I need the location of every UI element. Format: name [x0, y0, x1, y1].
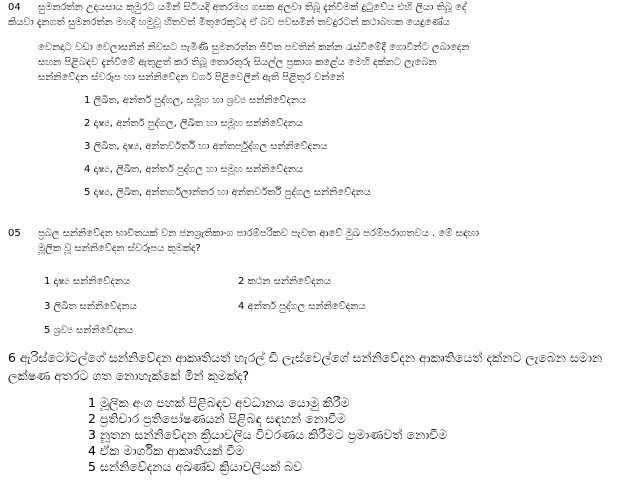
- q6-line-2: ලක්ෂණ අතරට ගත නොහැක්කේ මින් කුමක්ද?: [8, 368, 250, 383]
- q6-option-3: 3 නූතන සන්නිවේදන ක්‍රියාවලිය විවරණය කිරීමට ප්‍රමාණවත් නොවීම: [88, 427, 448, 442]
- q6-option-1: 1 මූලික අංග පහක් පිළිබඳව අවධානය යොමු කිරීම: [88, 395, 350, 410]
- q4-option-4: 4 දෘෂ්‍ය, ලිඛිත, අන්තර් පුද්ගල හා සමූහ සන්නිවේදනය: [84, 164, 304, 175]
- q5-line-1: ප්‍රබල සන්නිවේදන භාවිතයක් වන ජනශ්‍රැතිකාංග පාරම්පරිකව පැවත ආවේ මුඛ පරම්පරාගතවය . මේ සඳහා: [38, 228, 480, 239]
- q4-intro-line-2: කියවා දැනගත් සුමනරත්න මහදී හමුවූ හිතවත් මිතුරෙකුටද ඒ බව පවසමින් තවදුරටත් කථාබහක යෙදුණේය: [8, 17, 450, 28]
- q4-intro-line-1: සුමනරත්න උදයසාය කුමුරට යමින් සිටියදි අතරමඟ ගසක අලවා තිබූ දැන්වීමක් දුටුවේය එහි ලියා තිබූ දේ: [38, 2, 467, 13]
- q4-body-line-1: වෙනදාට වඩා වෙලාසනින් නිවසට පැමිණි සුමනරත්න ජිවිත පවතින් කන්න රැස්වීමේදී ගොවීන්ට ලබාදෙන: [38, 42, 470, 53]
- q4-body-line-2: සහන පිළිබඳව දැන්වීමේ ඇතුළත් කර තිබූ තොරතුරු සියල්ල ප්‍රකාශ කළේය මෙහි දක්නට ලැබෙන: [38, 57, 437, 68]
- q4-body-line-3: සන්නිවේදන ස්වරූප හා සන්නිවේදන වර්ග පිළිවෙලින් ඇති පිළිතුර වන්නේ: [38, 72, 345, 83]
- q4-number: 04: [8, 2, 21, 13]
- q5-option-2: 2 කථන සන්නිවේදනය: [238, 276, 331, 287]
- q4-option-5: 5 දෘෂ්‍ය, ලිඛිත, අන්තර්ගලාන්තර හා අන්තර්වර්ති පුද්ගල සන්නිවේදනය: [84, 187, 371, 198]
- q5-line-2: මූලික වූ සන්නිවේදන ස්වරූපය කුමක්ද?: [38, 243, 201, 254]
- q6-option-5: 5 සන්නිවේදනය අඛණ්ඩ ක්‍රියාවලියක් බව: [88, 459, 303, 474]
- q5-option-1: 1 දෘෂ්‍ය සන්නිවේදනය: [44, 276, 131, 287]
- q5-number: 05: [8, 228, 21, 239]
- q6-option-4: 4 ඒක මාර්ගික ආකෘතියක් වීම: [88, 443, 245, 458]
- q5-option-5: 5 ශ්‍රව්‍ය සන්නිවේදනය: [44, 325, 134, 336]
- q6-option-2: 2 ප්‍රතිචාර ප්‍රතිපෝෂණයන් පිළිබඳ සඳහන් නොවීම: [88, 411, 346, 426]
- q5-option-3: 3 ලිඛිත සන්නිවේදනය: [44, 301, 137, 312]
- q5-option-4: 4 අන්තර් පුද්ගල සන්නිවේදනය: [238, 301, 366, 312]
- q4-option-3: 3 ලිඛිත, දෘෂ්‍ය, අන්තර්වර්ති හා අන්තර්පුද්ගල සන්නිවේදනය: [84, 141, 328, 152]
- q4-option-2: 2 දෘෂ්‍ය, අන්තර් පුද්ගල, ලිඛිත හා සමූහ සන්නිවේදනය: [84, 118, 304, 129]
- q4-option-1: 1 ලිඛිත, අන්තර් පුද්ගල, සමූහ හා ශ්‍රව්‍ය සන්නිවේදනය: [84, 95, 307, 106]
- q6-line-1: 6 ඇරිස්ටෝටල්ගේ සන්නිවේදන ආකෘතියත් හැරල් ඩි ලැස්වෙල්ගේ සන්නිවේදන ආකෘතියෙත් දක්නට ලැබෙන සමාන: [8, 350, 603, 365]
